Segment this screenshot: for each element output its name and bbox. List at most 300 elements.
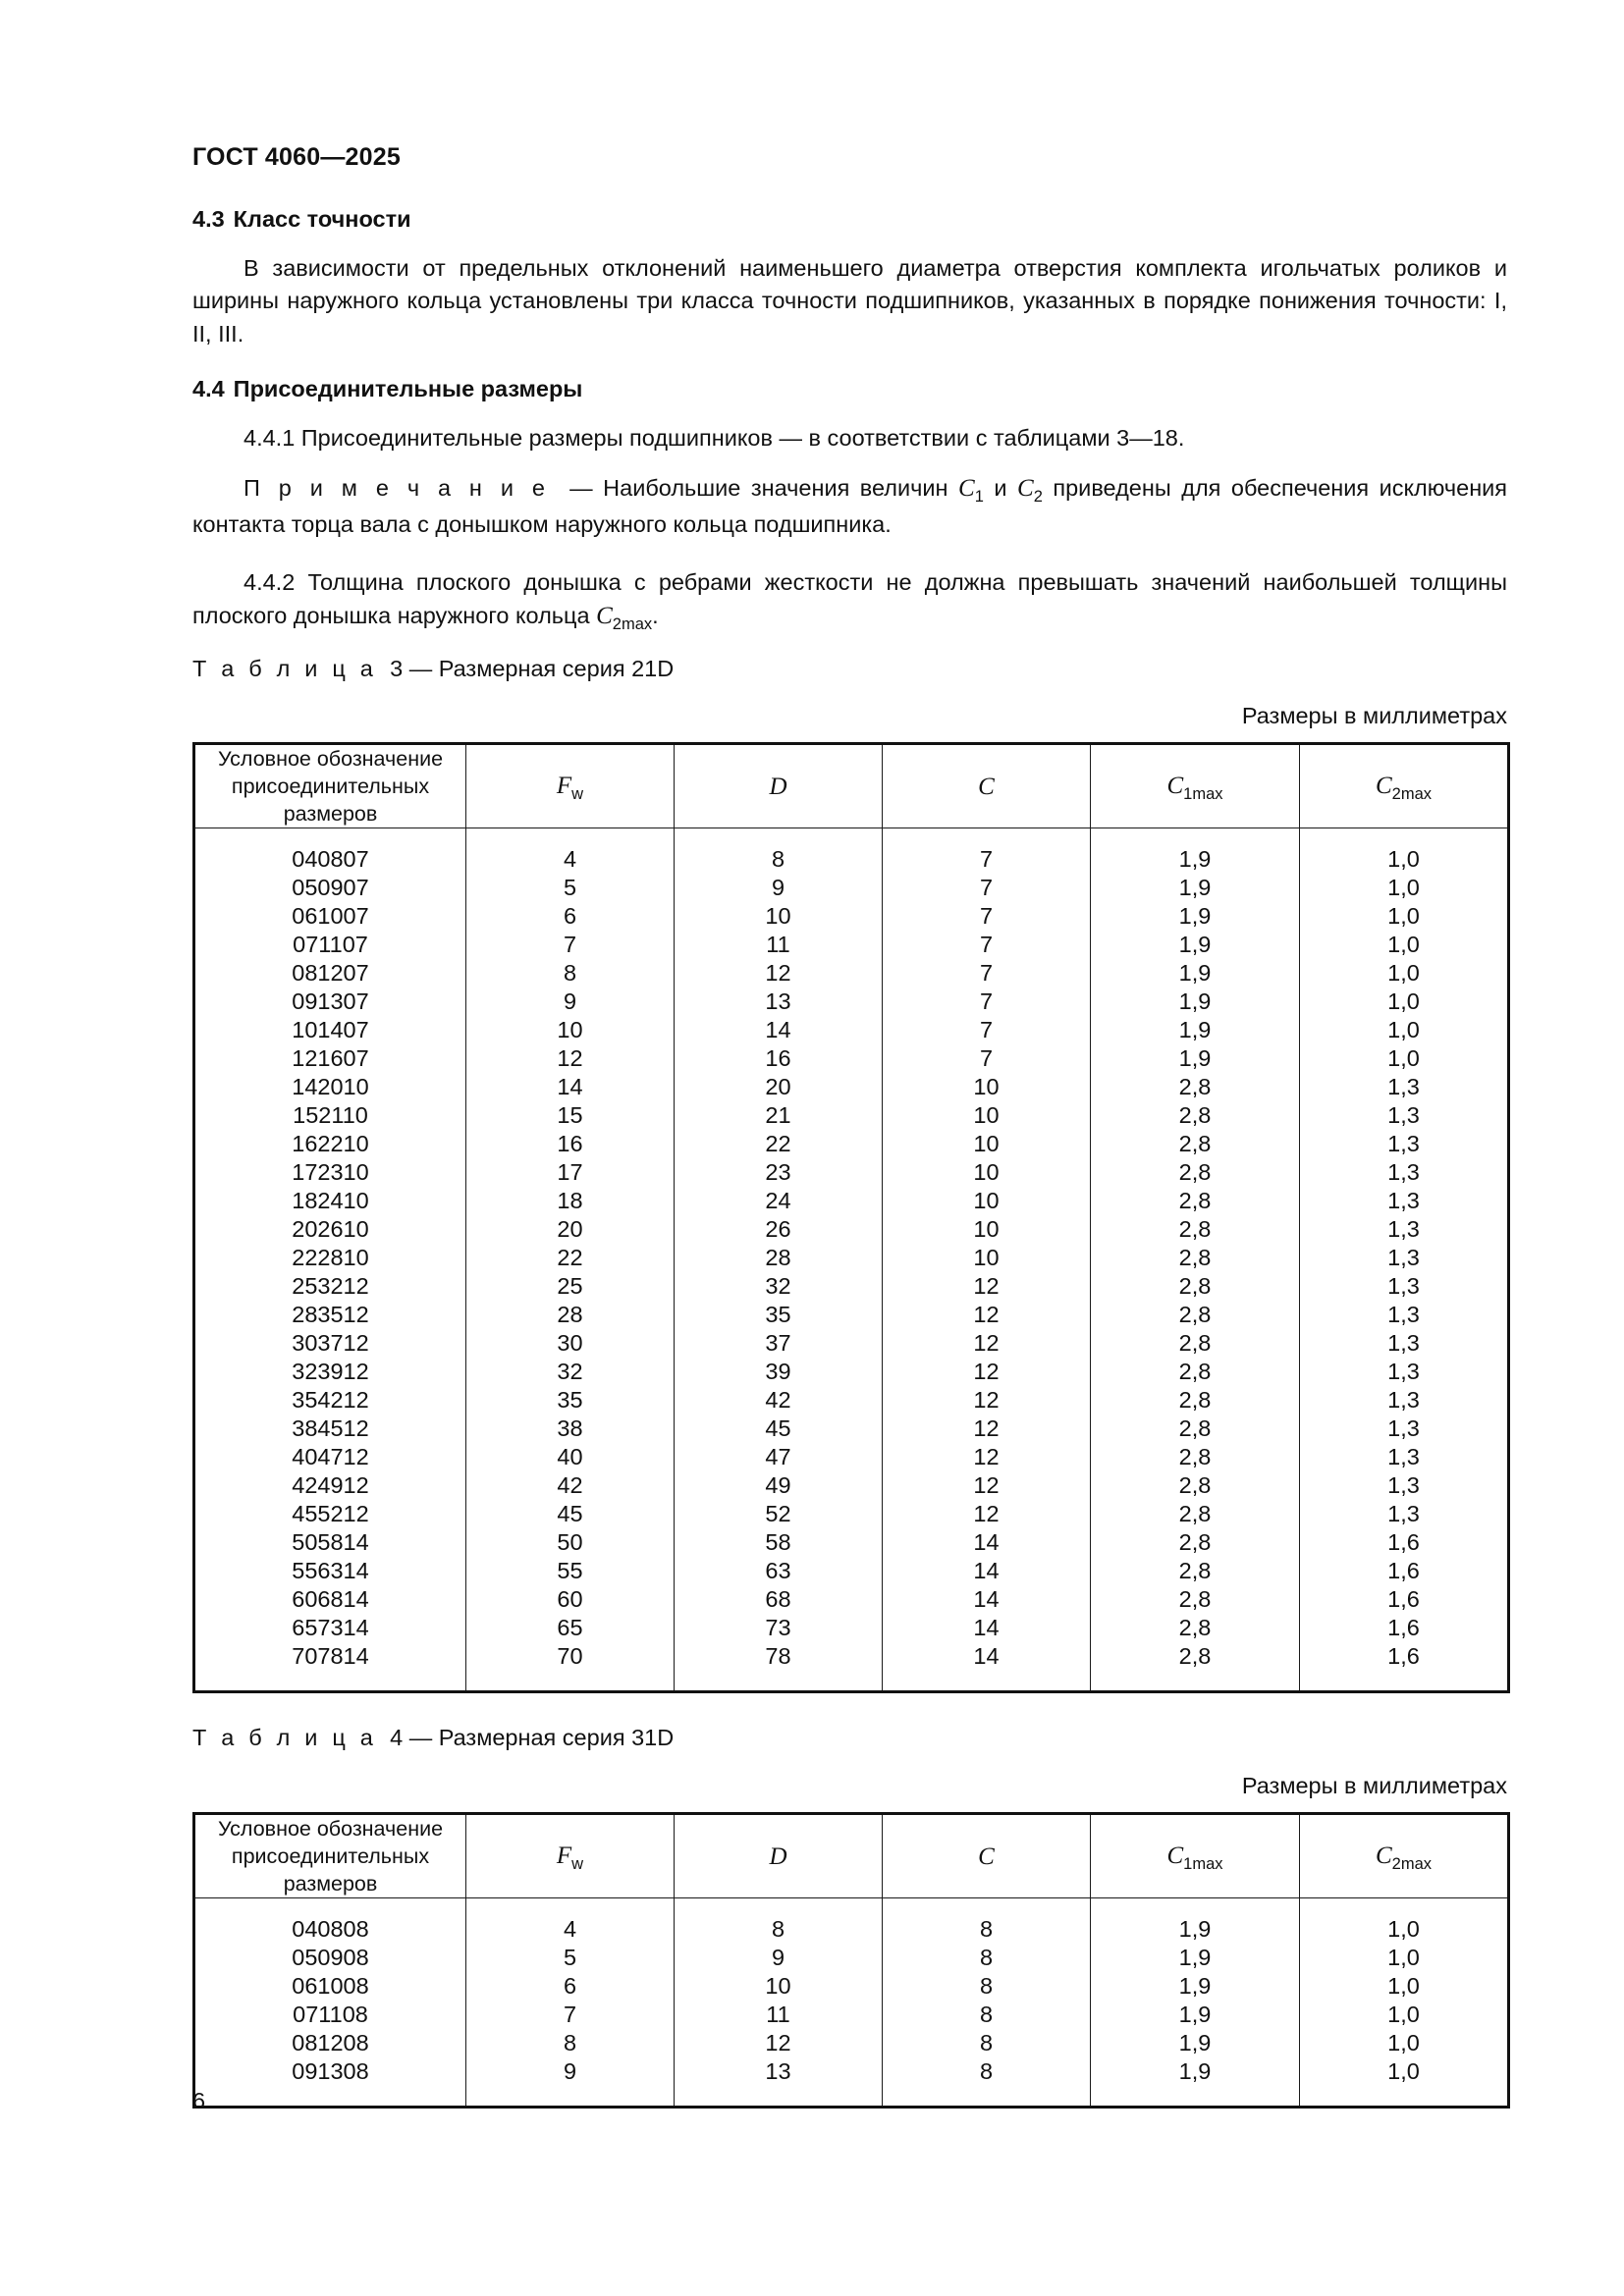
cell-value: 1,3 bbox=[1300, 1500, 1509, 1528]
cell-value: 68 bbox=[675, 1585, 883, 1614]
cell-value: 12 bbox=[883, 1329, 1091, 1358]
cell-designation: 162210 bbox=[194, 1130, 466, 1158]
cell-value: 5 bbox=[466, 1944, 675, 1972]
cell-value: 1,0 bbox=[1300, 959, 1509, 988]
cell-value: 13 bbox=[675, 988, 883, 1016]
cell-value: 1,3 bbox=[1300, 1358, 1509, 1386]
table-4-col-c: C bbox=[883, 1814, 1091, 1898]
cell-designation: 455212 bbox=[194, 1500, 466, 1528]
cell-value: 1,3 bbox=[1300, 1187, 1509, 1215]
table-row bbox=[194, 1244, 1509, 1272]
cell-value: 1,9 bbox=[1091, 931, 1300, 959]
cell-value: 10 bbox=[883, 1101, 1091, 1130]
cell-value: 39 bbox=[675, 1358, 883, 1386]
cell-value: 40 bbox=[466, 1443, 675, 1471]
cell-value: 1,9 bbox=[1091, 1944, 1300, 1972]
cell-designation: 283512 bbox=[194, 1301, 466, 1329]
cell-value: 7 bbox=[883, 988, 1091, 1016]
cell-value: 1,9 bbox=[1091, 2057, 1300, 2086]
cell-value: 20 bbox=[466, 1215, 675, 1244]
cell-value: 14 bbox=[883, 1642, 1091, 1671]
cell-value: 1,0 bbox=[1300, 2001, 1509, 2029]
clause-4-3-heading bbox=[192, 204, 1507, 235]
cell-value: 12 bbox=[466, 1044, 675, 1073]
note-symbol-c1: $C_1$ bbox=[958, 475, 984, 507]
cell-designation: 253212 bbox=[194, 1272, 466, 1301]
table-row bbox=[194, 1944, 1509, 1972]
table-row bbox=[194, 1972, 1509, 2001]
cell-value: 1,9 bbox=[1091, 874, 1300, 902]
table-row bbox=[194, 1073, 1509, 1101]
table-spacer-row bbox=[194, 1898, 1509, 1916]
table-3-body bbox=[194, 828, 1509, 1692]
cell-value: 5 bbox=[466, 874, 675, 902]
cell-value: 1,0 bbox=[1300, 931, 1509, 959]
cell-value: 1,6 bbox=[1300, 1528, 1509, 1557]
table-row bbox=[194, 1187, 1509, 1215]
cell-value: 38 bbox=[466, 1415, 675, 1443]
cell-value: 50 bbox=[466, 1528, 675, 1557]
cell-value: 1,0 bbox=[1300, 902, 1509, 931]
table-row bbox=[194, 2029, 1509, 2057]
note-text-2: приведены для обеспечения исключения контакта торца вала с донышком наружного кольца подшипника. bbox=[192, 475, 1508, 537]
table-row bbox=[194, 1101, 1509, 1130]
clause-4-4-2-text-2: . bbox=[652, 602, 659, 628]
cell-value: 1,9 bbox=[1091, 1016, 1300, 1044]
cell-value: 10 bbox=[883, 1158, 1091, 1187]
cell-value: 73 bbox=[675, 1614, 883, 1642]
cell-value: 55 bbox=[466, 1557, 675, 1585]
clause-4-4-2-paragraph bbox=[192, 566, 1507, 635]
cell-value: 7 bbox=[466, 931, 675, 959]
cell-value: 1,9 bbox=[1091, 1915, 1300, 1944]
table-row bbox=[194, 1557, 1509, 1585]
cell-value: 47 bbox=[675, 1443, 883, 1471]
cell-designation: 081207 bbox=[194, 959, 466, 988]
cell-designation: 050907 bbox=[194, 874, 466, 902]
table-3-caption-title: Размерная серия 21D bbox=[438, 656, 675, 681]
cell-value: 1,3 bbox=[1300, 1215, 1509, 1244]
cell-value: 1,0 bbox=[1300, 2057, 1509, 2086]
cell-value: 7 bbox=[883, 1044, 1091, 1073]
cell-value: 35 bbox=[466, 1386, 675, 1415]
cell-value: 32 bbox=[675, 1272, 883, 1301]
cell-value: 9 bbox=[675, 1944, 883, 1972]
cell-value: 42 bbox=[466, 1471, 675, 1500]
cell-value: 10 bbox=[675, 902, 883, 931]
cell-value: 58 bbox=[675, 1528, 883, 1557]
cell-designation: 121607 bbox=[194, 1044, 466, 1073]
cell-value: 1,9 bbox=[1091, 2001, 1300, 2029]
table-4-col-designation: Условное обозначение присоединительных размеров bbox=[194, 1814, 466, 1898]
cell-value: 1,0 bbox=[1300, 1972, 1509, 2001]
cell-value: 1,3 bbox=[1300, 1244, 1509, 1272]
cell-value: 8 bbox=[883, 1915, 1091, 1944]
cell-value: 13 bbox=[675, 2057, 883, 2086]
cell-value: 16 bbox=[466, 1130, 675, 1158]
cell-value: 42 bbox=[675, 1386, 883, 1415]
cell-value: 16 bbox=[675, 1044, 883, 1073]
cell-value: 2,8 bbox=[1091, 1073, 1300, 1101]
table-3-caption-dash: — bbox=[408, 656, 433, 681]
cell-designation: 707814 bbox=[194, 1642, 466, 1671]
cell-value: 2,8 bbox=[1091, 1585, 1300, 1614]
table-row bbox=[194, 1500, 1509, 1528]
table-row bbox=[194, 1215, 1509, 1244]
cell-value: 1,0 bbox=[1300, 1915, 1509, 1944]
cell-value: 11 bbox=[675, 931, 883, 959]
document-standard-header: ГОСТ 4060—2025 bbox=[192, 143, 401, 171]
table-4-caption-title: Размерная серия 31D bbox=[438, 1725, 675, 1750]
table-3-col-c1max: $C_{1max}$ bbox=[1091, 744, 1300, 828]
cell-value: 1,3 bbox=[1300, 1443, 1509, 1471]
cell-value: 1,6 bbox=[1300, 1585, 1509, 1614]
cell-value: 1,0 bbox=[1300, 1044, 1509, 1073]
cell-value: 2,8 bbox=[1091, 1272, 1300, 1301]
table-row bbox=[194, 931, 1509, 959]
table-spacer-row bbox=[194, 1671, 1509, 1692]
cell-value: 28 bbox=[675, 1244, 883, 1272]
cell-value: 8 bbox=[675, 1915, 883, 1944]
table-row bbox=[194, 2001, 1509, 2029]
table-3-header-row bbox=[194, 744, 1509, 828]
cell-value: 14 bbox=[675, 1016, 883, 1044]
cell-value: 8 bbox=[883, 2057, 1091, 2086]
table-row bbox=[194, 1130, 1509, 1158]
table-4-header-row bbox=[194, 1814, 1509, 1898]
table-row bbox=[194, 1044, 1509, 1073]
table-row bbox=[194, 1443, 1509, 1471]
cell-value: 2,8 bbox=[1091, 1415, 1300, 1443]
clause-4-4-1-paragraph: 4.4.1 Присоединительные размеры подшипников — в соответствии с таблицами 3—18. bbox=[244, 424, 1185, 451]
cell-value: 1,3 bbox=[1300, 1101, 1509, 1130]
cell-value: 70 bbox=[466, 1642, 675, 1671]
cell-value: 1,9 bbox=[1091, 959, 1300, 988]
cell-value: 10 bbox=[883, 1130, 1091, 1158]
cell-designation: 182410 bbox=[194, 1187, 466, 1215]
table-4-caption-dash: — bbox=[408, 1725, 433, 1750]
cell-value: 12 bbox=[883, 1415, 1091, 1443]
cell-value: 12 bbox=[883, 1272, 1091, 1301]
table-row bbox=[194, 845, 1509, 874]
cell-value: 28 bbox=[466, 1301, 675, 1329]
table-3-col-c: C bbox=[883, 744, 1091, 828]
cell-value: 2,8 bbox=[1091, 1358, 1300, 1386]
cell-value: 26 bbox=[675, 1215, 883, 1244]
cell-value: 1,3 bbox=[1300, 1272, 1509, 1301]
table-row bbox=[194, 1614, 1509, 1642]
table-4-caption bbox=[192, 1725, 674, 1751]
cell-value: 18 bbox=[466, 1187, 675, 1215]
note-text-1: Наибольшие значения величин bbox=[603, 475, 958, 502]
cell-designation: 071107 bbox=[194, 931, 466, 959]
cell-designation: 384512 bbox=[194, 1415, 466, 1443]
cell-value: 12 bbox=[883, 1443, 1091, 1471]
cell-value: 1,3 bbox=[1300, 1130, 1509, 1158]
cell-value: 2,8 bbox=[1091, 1443, 1300, 1471]
cell-value: 2,8 bbox=[1091, 1244, 1300, 1272]
table-row bbox=[194, 988, 1509, 1016]
cell-value: 22 bbox=[675, 1130, 883, 1158]
table-row bbox=[194, 874, 1509, 902]
cell-value: 14 bbox=[883, 1528, 1091, 1557]
cell-value: 35 bbox=[675, 1301, 883, 1329]
table-row bbox=[194, 1471, 1509, 1500]
cell-value: 14 bbox=[883, 1557, 1091, 1585]
table-row bbox=[194, 1415, 1509, 1443]
cell-value: 1,9 bbox=[1091, 1972, 1300, 2001]
cell-designation: 222810 bbox=[194, 1244, 466, 1272]
cell-designation: 081208 bbox=[194, 2029, 466, 2057]
cell-value: 7 bbox=[883, 874, 1091, 902]
cell-value: 2,8 bbox=[1091, 1557, 1300, 1585]
cell-value: 1,9 bbox=[1091, 1044, 1300, 1073]
cell-designation: 040807 bbox=[194, 845, 466, 874]
cell-value: 10 bbox=[883, 1187, 1091, 1215]
table-row bbox=[194, 1915, 1509, 1944]
cell-value: 32 bbox=[466, 1358, 675, 1386]
clause-4-4-2-symbol-c2max: $C_{2max}$ bbox=[596, 602, 653, 633]
table-row bbox=[194, 959, 1509, 988]
cell-value: 4 bbox=[466, 845, 675, 874]
cell-value: 2,8 bbox=[1091, 1158, 1300, 1187]
cell-value: 20 bbox=[675, 1073, 883, 1101]
note-conjunction: и bbox=[983, 475, 1018, 502]
table-4-col-fw: $F_w$ bbox=[466, 1814, 675, 1898]
table-4-body bbox=[194, 1898, 1509, 2108]
cell-value: 11 bbox=[675, 2001, 883, 2029]
cell-value: 8 bbox=[883, 2029, 1091, 2057]
cell-value: 10 bbox=[883, 1244, 1091, 1272]
table-3-units-note: Размеры в миллиметрах bbox=[1241, 703, 1507, 728]
cell-value: 1,0 bbox=[1300, 2029, 1509, 2057]
cell-value: 7 bbox=[883, 902, 1091, 931]
cell-value: 9 bbox=[675, 874, 883, 902]
cell-value: 1,0 bbox=[1300, 1016, 1509, 1044]
cell-value: 45 bbox=[466, 1500, 675, 1528]
cell-value: 1,3 bbox=[1300, 1158, 1509, 1187]
cell-value: 10 bbox=[675, 1972, 883, 2001]
cell-value: 52 bbox=[675, 1500, 883, 1528]
table-4-col-d: D bbox=[675, 1814, 883, 1898]
cell-value: 1,9 bbox=[1091, 988, 1300, 1016]
page-number: 6 bbox=[192, 2088, 206, 2113]
cell-designation: 657314 bbox=[194, 1614, 466, 1642]
table-3-caption bbox=[192, 656, 674, 682]
cell-designation: 354212 bbox=[194, 1386, 466, 1415]
cell-value: 1,3 bbox=[1300, 1386, 1509, 1415]
cell-value: 78 bbox=[675, 1642, 883, 1671]
cell-value: 1,6 bbox=[1300, 1557, 1509, 1585]
table-row bbox=[194, 902, 1509, 931]
cell-value: 15 bbox=[466, 1101, 675, 1130]
cell-designation: 091308 bbox=[194, 2057, 466, 2086]
cell-value: 7 bbox=[883, 845, 1091, 874]
cell-value: 12 bbox=[883, 1500, 1091, 1528]
cell-value: 37 bbox=[675, 1329, 883, 1358]
cell-value: 14 bbox=[883, 1585, 1091, 1614]
cell-value: 8 bbox=[883, 1972, 1091, 2001]
cell-value: 1,0 bbox=[1300, 1944, 1509, 1972]
table-spacer-row bbox=[194, 2086, 1509, 2108]
cell-value: 14 bbox=[883, 1614, 1091, 1642]
cell-value: 1,6 bbox=[1300, 1642, 1509, 1671]
cell-value: 63 bbox=[675, 1557, 883, 1585]
table-4-caption-number: 4 bbox=[390, 1725, 404, 1750]
cell-value: 1,6 bbox=[1300, 1614, 1509, 1642]
note-label: П р и м е ч а н и е bbox=[244, 475, 550, 502]
table-row bbox=[194, 1642, 1509, 1671]
cell-value: 23 bbox=[675, 1158, 883, 1187]
cell-value: 1,3 bbox=[1300, 1329, 1509, 1358]
table-3-col-c2max: $C_{2max}$ bbox=[1300, 744, 1509, 828]
cell-value: 21 bbox=[675, 1101, 883, 1130]
cell-designation: 404712 bbox=[194, 1443, 466, 1471]
cell-value: 22 bbox=[466, 1244, 675, 1272]
table-4 bbox=[192, 1812, 1510, 2109]
table-3-col-d: D bbox=[675, 744, 883, 828]
cell-designation: 424912 bbox=[194, 1471, 466, 1500]
clause-4-4-number: 4.4 bbox=[192, 376, 225, 402]
clause-4-4-title: Присоединительные размеры bbox=[233, 376, 583, 402]
cell-value: 7 bbox=[466, 2001, 675, 2029]
cell-designation: 142010 bbox=[194, 1073, 466, 1101]
cell-value: 45 bbox=[675, 1415, 883, 1443]
cell-value: 9 bbox=[466, 2057, 675, 2086]
cell-value: 10 bbox=[466, 1016, 675, 1044]
cell-designation: 050908 bbox=[194, 1944, 466, 1972]
cell-value: 1,9 bbox=[1091, 902, 1300, 931]
table-3-col-designation: Условное обозначение присоединительных размеров bbox=[194, 744, 466, 828]
cell-designation: 152110 bbox=[194, 1101, 466, 1130]
cell-designation: 071108 bbox=[194, 2001, 466, 2029]
clause-4-3-paragraph: В зависимости от предельных отклонений наименьшего диаметра отверстия комплекта игольчатых роликов и ширины наружного кольца установлены три класса точности подшипников, указанных в порядке понижения точности: I, II, III. bbox=[192, 254, 1507, 347]
cell-value: 8 bbox=[466, 2029, 675, 2057]
cell-value: 25 bbox=[466, 1272, 675, 1301]
cell-value: 2,8 bbox=[1091, 1215, 1300, 1244]
cell-value: 7 bbox=[883, 931, 1091, 959]
note-symbol-c2: $C_2$ bbox=[1017, 475, 1043, 507]
table-4-col-c1max: $C_{1max}$ bbox=[1091, 1814, 1300, 1898]
cell-value: 2,8 bbox=[1091, 1386, 1300, 1415]
cell-value: 49 bbox=[675, 1471, 883, 1500]
cell-value: 8 bbox=[883, 1944, 1091, 1972]
table-spacer-row bbox=[194, 828, 1509, 846]
cell-designation: 061008 bbox=[194, 1972, 466, 2001]
cell-value: 1,0 bbox=[1300, 988, 1509, 1016]
cell-designation: 202610 bbox=[194, 1215, 466, 1244]
cell-value: 30 bbox=[466, 1329, 675, 1358]
cell-value: 2,8 bbox=[1091, 1101, 1300, 1130]
cell-designation: 061007 bbox=[194, 902, 466, 931]
table-4-units-note: Размеры в миллиметрах bbox=[1241, 1773, 1507, 1798]
cell-value: 2,8 bbox=[1091, 1329, 1300, 1358]
cell-designation: 505814 bbox=[194, 1528, 466, 1557]
cell-value: 12 bbox=[883, 1386, 1091, 1415]
cell-value: 10 bbox=[883, 1073, 1091, 1101]
cell-designation: 040808 bbox=[194, 1915, 466, 1944]
table-3-caption-word: Т а б л и ц а bbox=[192, 656, 378, 681]
table-row bbox=[194, 2057, 1509, 2086]
clause-4-3-number: 4.3 bbox=[192, 206, 225, 232]
cell-designation: 101407 bbox=[194, 1016, 466, 1044]
cell-value: 24 bbox=[675, 1187, 883, 1215]
cell-value: 2,8 bbox=[1091, 1130, 1300, 1158]
cell-value: 10 bbox=[883, 1215, 1091, 1244]
cell-value: 1,3 bbox=[1300, 1073, 1509, 1101]
table-row bbox=[194, 1329, 1509, 1358]
cell-value: 1,3 bbox=[1300, 1301, 1509, 1329]
cell-value: 1,3 bbox=[1300, 1415, 1509, 1443]
document-body bbox=[192, 204, 1507, 635]
cell-value: 7 bbox=[883, 959, 1091, 988]
cell-value: 12 bbox=[883, 1471, 1091, 1500]
cell-value: 1,0 bbox=[1300, 874, 1509, 902]
cell-value: 6 bbox=[466, 902, 675, 931]
cell-value: 1,9 bbox=[1091, 845, 1300, 874]
cell-value: 2,8 bbox=[1091, 1642, 1300, 1671]
cell-value: 6 bbox=[466, 1972, 675, 2001]
cell-value: 2,8 bbox=[1091, 1187, 1300, 1215]
table-4-col-c2max: $C_{2max}$ bbox=[1300, 1814, 1509, 1898]
table-row bbox=[194, 1016, 1509, 1044]
table-row bbox=[194, 1585, 1509, 1614]
cell-value: 2,8 bbox=[1091, 1500, 1300, 1528]
cell-value: 9 bbox=[466, 988, 675, 1016]
cell-value: 4 bbox=[466, 1915, 675, 1944]
cell-value: 2,8 bbox=[1091, 1614, 1300, 1642]
clause-4-4-2-text-1: 4.4.2 Толщина плоского донышка с ребрами жесткости не должна превышать значений наибольшей толщины плоского донышка наружного кольца bbox=[192, 569, 1507, 628]
clause-4-3-title: Класс точности bbox=[233, 206, 411, 232]
cell-value: 12 bbox=[883, 1358, 1091, 1386]
clause-4-4-note bbox=[192, 472, 1507, 541]
note-dash: — bbox=[569, 475, 593, 502]
cell-value: 60 bbox=[466, 1585, 675, 1614]
cell-value: 2,8 bbox=[1091, 1528, 1300, 1557]
table-3-caption-number: 3 bbox=[390, 656, 404, 681]
clause-4-4-heading bbox=[192, 374, 1507, 404]
cell-value: 8 bbox=[466, 959, 675, 988]
cell-designation: 091307 bbox=[194, 988, 466, 1016]
table-row bbox=[194, 1301, 1509, 1329]
cell-value: 8 bbox=[883, 2001, 1091, 2029]
cell-designation: 303712 bbox=[194, 1329, 466, 1358]
table-3 bbox=[192, 742, 1510, 1693]
table-row bbox=[194, 1158, 1509, 1187]
cell-designation: 323912 bbox=[194, 1358, 466, 1386]
cell-designation: 172310 bbox=[194, 1158, 466, 1187]
cell-value: 2,8 bbox=[1091, 1471, 1300, 1500]
table-4-caption-word: Т а б л и ц а bbox=[192, 1725, 378, 1750]
table-row bbox=[194, 1272, 1509, 1301]
cell-value: 17 bbox=[466, 1158, 675, 1187]
cell-value: 1,3 bbox=[1300, 1471, 1509, 1500]
cell-value: 12 bbox=[883, 1301, 1091, 1329]
table-row bbox=[194, 1386, 1509, 1415]
cell-value: 12 bbox=[675, 2029, 883, 2057]
cell-value: 1,9 bbox=[1091, 2029, 1300, 2057]
cell-value: 12 bbox=[675, 959, 883, 988]
cell-designation: 606814 bbox=[194, 1585, 466, 1614]
cell-value: 7 bbox=[883, 1016, 1091, 1044]
cell-designation: 556314 bbox=[194, 1557, 466, 1585]
cell-value: 14 bbox=[466, 1073, 675, 1101]
table-3-col-fw: $F_w$ bbox=[466, 744, 675, 828]
cell-value: 2,8 bbox=[1091, 1301, 1300, 1329]
table-row bbox=[194, 1358, 1509, 1386]
cell-value: 65 bbox=[466, 1614, 675, 1642]
cell-value: 8 bbox=[675, 845, 883, 874]
